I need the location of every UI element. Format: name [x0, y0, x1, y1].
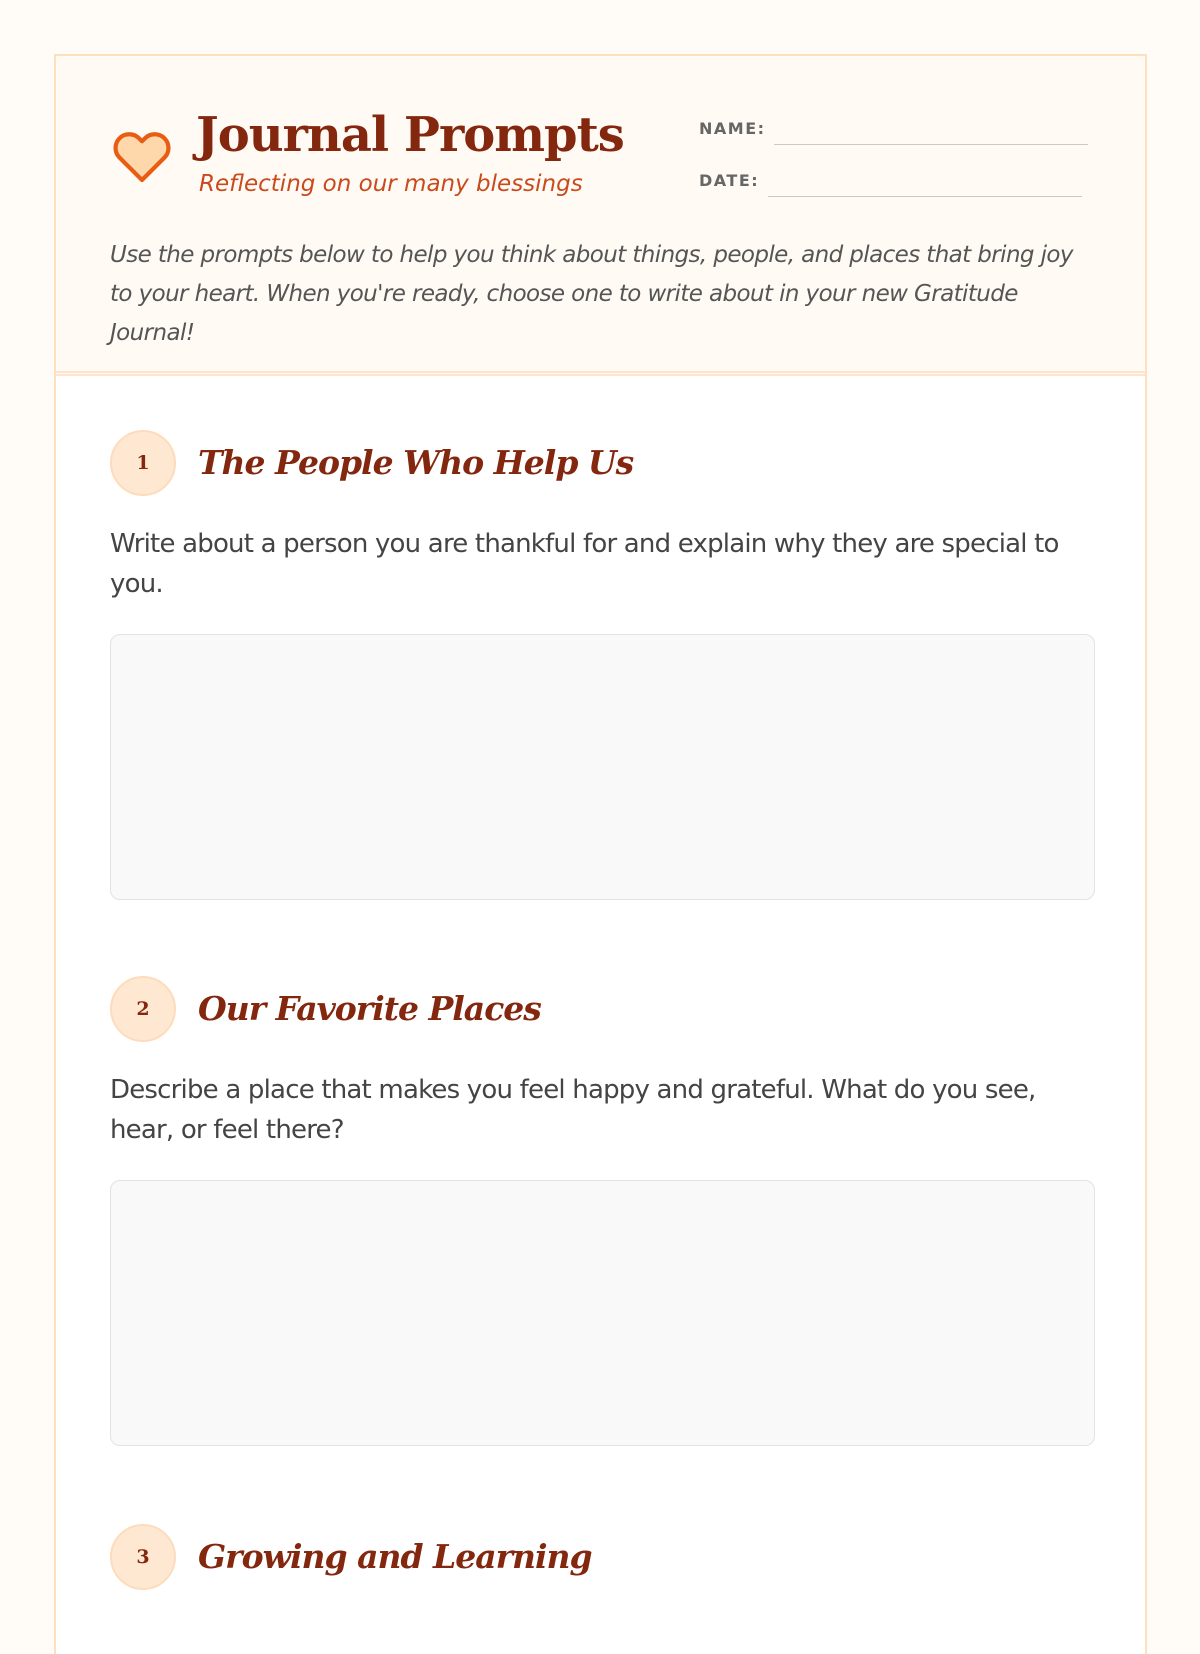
- page-subtitle: Reflecting on our many blessings: [199, 171, 583, 197]
- prompt-question: Describe a place that makes you feel happy and grateful. What do you see, hear, or feel there?: [110, 1075, 1036, 1145]
- worksheet-header: [56, 56, 1145, 376]
- prompt-title: Our Favorite Places: [198, 989, 541, 1028]
- answer-box[interactable]: [110, 634, 1095, 900]
- name-label: NAME:: [699, 119, 766, 138]
- worksheet: [54, 54, 1147, 1654]
- date-field[interactable]: [768, 196, 1082, 197]
- page-title: Journal Prompts: [196, 107, 624, 163]
- prompt-number-badge: 3: [110, 1524, 176, 1590]
- prompt-title: Growing and Learning: [198, 1537, 592, 1576]
- answer-box[interactable]: [110, 1180, 1095, 1446]
- prompt-number-badge: 1: [110, 430, 176, 496]
- intro-text: Use the prompts below to help you think about things, people, and places that bring joy to your heart. When you're ready, choose one to write about in your new Gratitude Journal!: [110, 242, 1073, 346]
- heart-icon: [110, 126, 174, 184]
- prompt-question: Write about a person you are thankful for and explain why they are special to you.: [110, 529, 1059, 599]
- date-label: DATE:: [699, 171, 760, 190]
- name-field[interactable]: [774, 144, 1088, 145]
- prompt-title: The People Who Help Us: [198, 443, 634, 482]
- prompt-number-badge: 2: [110, 976, 176, 1042]
